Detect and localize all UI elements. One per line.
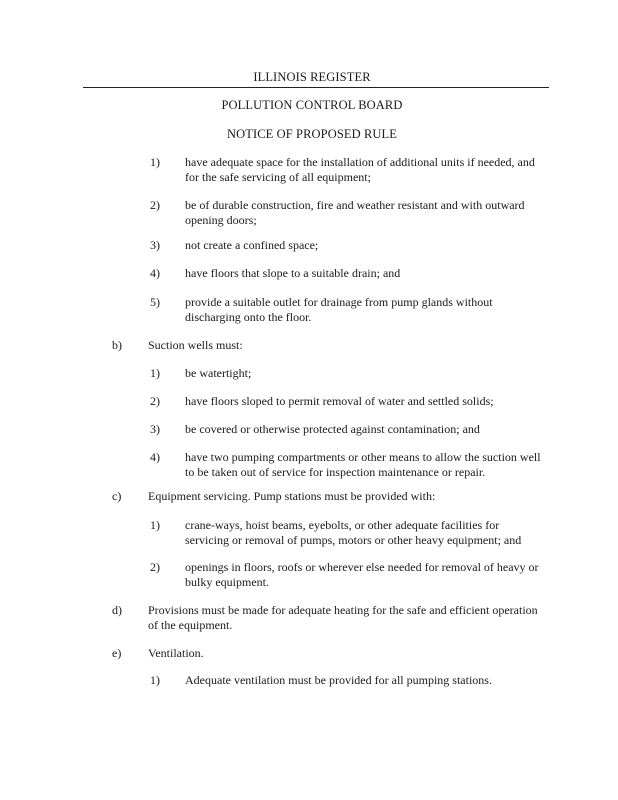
item-text: servicing or removal of pumps, motors or other heavy equipment; and — [185, 533, 522, 547]
notice-title: NOTICE OF PROPOSED RULE — [226, 127, 398, 141]
item-text: to be taken out of service for inspection maintenance or repair. — [185, 465, 486, 479]
item-number: 2) — [150, 394, 160, 408]
item-number: 4) — [150, 450, 160, 464]
register-title: ILLINOIS REGISTER — [253, 70, 371, 84]
item-text: be of durable construction, fire and weather resistant and with outward — [185, 198, 525, 212]
item-text: provide a suitable outlet for drainage from pump glands without — [185, 295, 493, 309]
item-text: discharging onto the floor. — [185, 310, 312, 324]
item-number: 3) — [150, 422, 160, 436]
item-number: 1) — [150, 518, 160, 532]
item-text: have floors that slope to a suitable drain; and — [185, 266, 401, 280]
item-number: 1) — [150, 673, 160, 687]
item-text: crane-ways, hoist beams, eyebolts, or other adequate facilities for — [185, 518, 500, 532]
item-number: 1) — [150, 155, 160, 169]
item-number: 3) — [150, 238, 160, 252]
section-text: Ventilation. — [148, 646, 204, 660]
section-text: Equipment servicing. Pump stations must be provided with: — [148, 489, 436, 503]
item-text: have two pumping compartments or other means to allow the suction well — [185, 450, 541, 464]
section-label: c) — [112, 489, 122, 503]
item-text: have adequate space for the installation of additional units if needed, and — [185, 155, 535, 169]
board-title: POLLUTION CONTROL BOARD — [221, 98, 403, 112]
item-text: for the safe servicing of all equipment; — [185, 170, 371, 184]
item-text: be covered or otherwise protected against contamination; and — [185, 422, 480, 436]
section-label: d) — [112, 603, 122, 617]
item-number: 1) — [150, 366, 160, 380]
section-text: of the equipment. — [148, 618, 233, 632]
item-number: 4) — [150, 266, 160, 280]
item-number: 5) — [150, 295, 160, 309]
section-label: e) — [112, 646, 122, 660]
item-text: have floors sloped to permit removal of water and settled solids; — [185, 394, 494, 408]
header-rule — [83, 87, 549, 88]
section-label: b) — [112, 338, 122, 352]
item-number: 2) — [150, 560, 160, 574]
item-text: not create a confined space; — [185, 238, 319, 252]
item-text: be watertight; — [185, 366, 252, 380]
item-text: Adequate ventilation must be provided for all pumping stations. — [185, 673, 492, 687]
section-text: Suction wells must: — [148, 338, 243, 352]
item-text: bulky equipment. — [185, 575, 269, 589]
section-text: Provisions must be made for adequate heating for the safe and efficient operation — [148, 603, 538, 617]
item-text: opening doors; — [185, 213, 257, 227]
item-number: 2) — [150, 198, 160, 212]
item-text: openings in floors, roofs or wherever else needed for removal of heavy or — [185, 560, 539, 574]
